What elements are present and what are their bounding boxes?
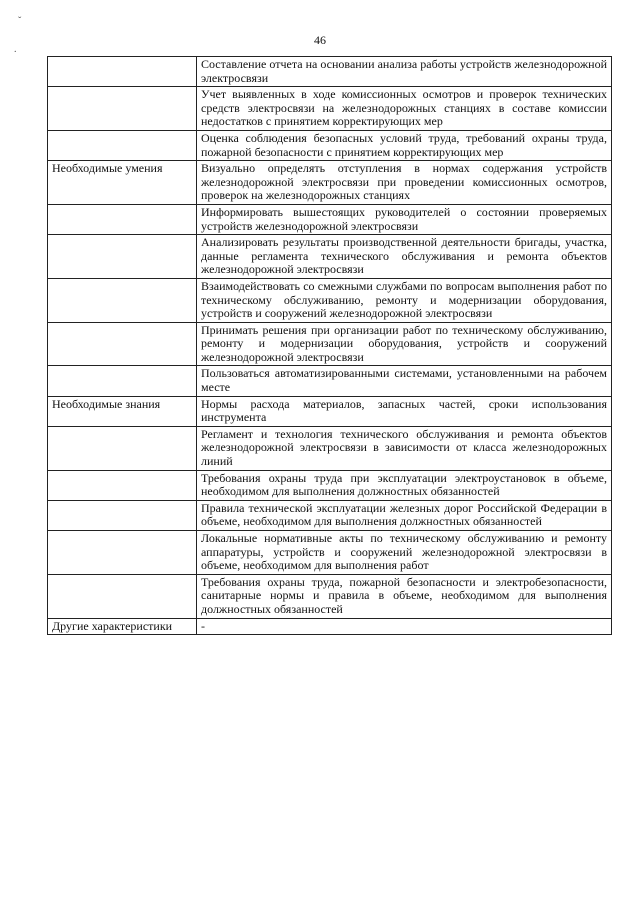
section-label-other: Другие характеристики xyxy=(48,618,197,635)
row-text: Локальные нормативные акты по техническому обслуживанию и ремонту аппаратуры, устройств и сооружений железнодорожной электросвязи в объеме, необходимом для выполнения работ xyxy=(197,531,612,575)
row-label xyxy=(48,322,197,366)
row-label xyxy=(48,87,197,131)
row-text: Нормы расхода материалов, запасных частей, сроки использования инструмента xyxy=(197,396,612,426)
row-text: Правила технической эксплуатации железных дорог Российской Федерации в объеме, необходимом для выполнения должностных обязанностей xyxy=(197,500,612,530)
row-label xyxy=(48,57,197,87)
row-text: Визуально определять отступления в нормах содержания устройств железнодорожной электросвязи при проведении комиссионных осмотров, проверок на железнодорожных станциях xyxy=(197,161,612,205)
row-label xyxy=(48,278,197,322)
row-label xyxy=(48,531,197,575)
table-row xyxy=(48,130,612,160)
row-text: Учет выявленных в ходе комиссионных осмотров и проверок технических средств электросвязи на железнодорожных станциях в составе комиссии недостатков с принятием корректирующих мер xyxy=(197,87,612,131)
row-text: Составление отчета на основании анализа работы устройств железнодорожной электросвязи xyxy=(197,57,612,87)
section-label-knowledge: Необходимые знания xyxy=(48,396,197,426)
table-row xyxy=(48,161,612,205)
row-text: Информировать вышестоящих руководителей о состоянии проверяемых устройств железнодорожной электросвязи xyxy=(197,204,612,234)
row-label xyxy=(48,235,197,279)
row-text: Требования охраны труда при эксплуатации электроустановок в объеме, необходимом для выполнения должностных обязанностей xyxy=(197,470,612,500)
table-row xyxy=(48,57,612,87)
row-label xyxy=(48,500,197,530)
table-row xyxy=(48,500,612,530)
row-text: Требования охраны труда, пожарной безопасности и электробезопасности, санитарные нормы и правила в объеме, необходимом для выполнения должностных обязанностей xyxy=(197,574,612,618)
row-label xyxy=(48,204,197,234)
table-row xyxy=(48,322,612,366)
table-row xyxy=(48,396,612,426)
table-row xyxy=(48,87,612,131)
table-row xyxy=(48,531,612,575)
job-requirements-table xyxy=(47,56,612,635)
table-row xyxy=(48,574,612,618)
table-row xyxy=(48,278,612,322)
page-number: 46 xyxy=(314,33,326,47)
row-text: Оценка соблюдения безопасных условий труда, требований охраны труда, пожарной безопасности с принятием корректирующих мер xyxy=(197,130,612,160)
table-row xyxy=(48,470,612,500)
row-label xyxy=(48,366,197,396)
section-label-skills: Необходимые умения xyxy=(48,161,197,205)
table-row xyxy=(48,204,612,234)
row-label xyxy=(48,130,197,160)
row-label xyxy=(48,574,197,618)
table-row xyxy=(48,235,612,279)
table-row xyxy=(48,426,612,470)
row-text: Пользоваться автоматизированными системами, установленными на рабочем месте xyxy=(197,366,612,396)
row-text: Взаимодействовать со смежными службами по вопросам выполнения работ по техническому обслуживанию, ремонту и модернизации оборудования, устройств и сооружений железнодорожной электросвязи xyxy=(197,278,612,322)
row-label xyxy=(48,470,197,500)
scan-mark: ˇ xyxy=(18,16,22,27)
row-text: Принимать решения при организации работ по техническому обслуживанию, ремонту и модернизации оборудования, устройств и сооружений железнодорожной электросвязи xyxy=(197,322,612,366)
row-text: Регламент и технология технического обслуживания и ремонта объектов железнодорожной электросвязи в зависимости от класса железнодорожных линий xyxy=(197,426,612,470)
row-label xyxy=(48,426,197,470)
row-text: Анализировать результаты производственной деятельности бригады, участка, данные регламента технического обслуживания и ремонта объектов железнодорожной электросвязи xyxy=(197,235,612,279)
table-row xyxy=(48,366,612,396)
row-text: - xyxy=(197,618,612,635)
table-row xyxy=(48,618,612,635)
scan-mark-dot: . xyxy=(14,44,17,55)
